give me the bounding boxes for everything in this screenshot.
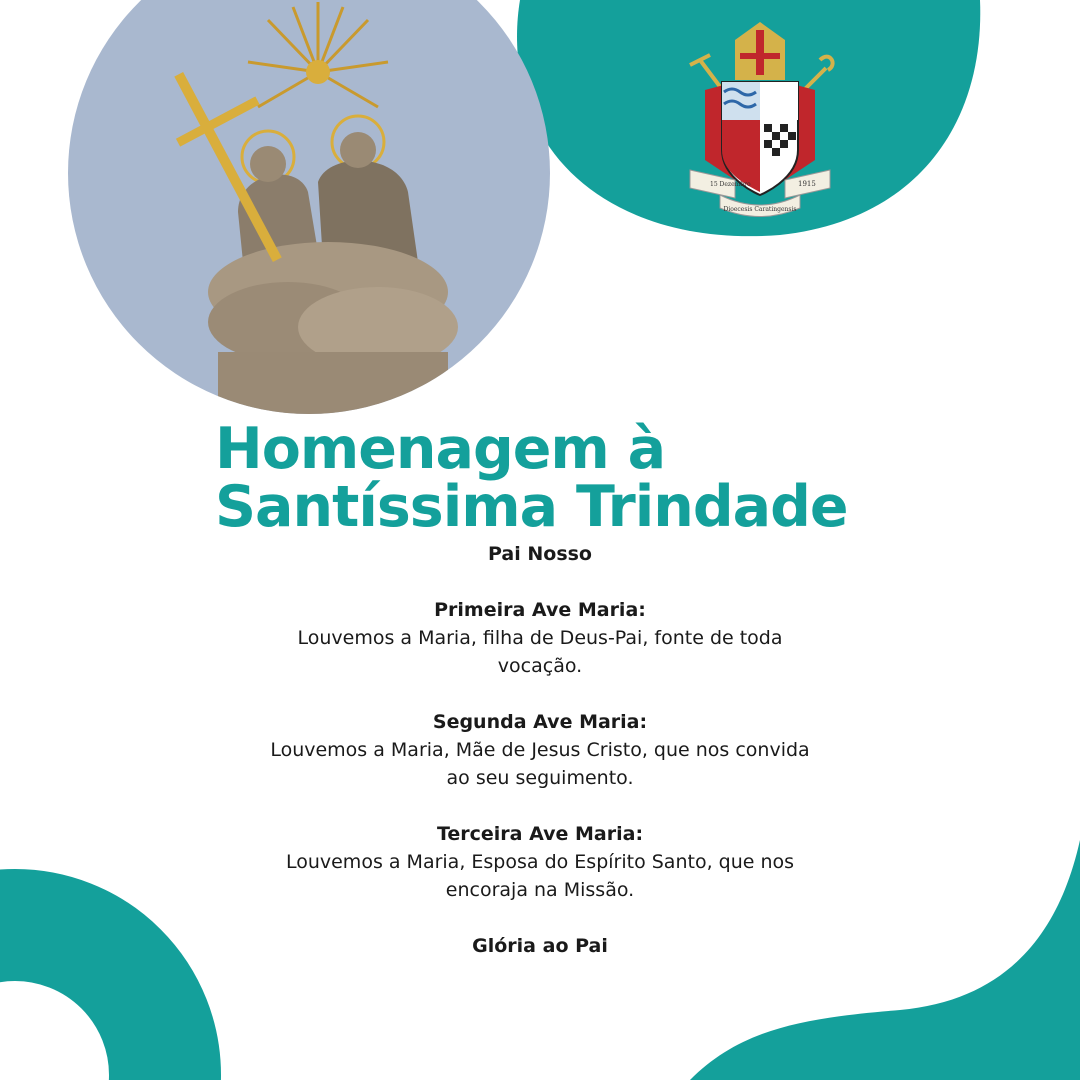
pai-nosso-heading: Pai Nosso — [488, 543, 592, 565]
third-ave-maria-line-2: encoraja na Missão. — [445, 879, 635, 901]
first-ave-maria-line-2: vocação. — [497, 655, 583, 677]
second-ave-maria-heading: Segunda Ave Maria: — [432, 711, 648, 733]
crest-ribbon-bottom: Dioecesis Caratingensis — [723, 206, 797, 213]
bottom-left-teal-ring — [0, 925, 165, 1080]
third-ave-maria-line-1: Louvemos a Maria, Esposa do Espírito Santo, que nos — [285, 851, 795, 873]
diocese-coat-of-arms-icon — [680, 20, 840, 220]
first-ave-maria-line-1: Louvemos a Maria, filha de Deus-Pai, fonte de toda — [297, 627, 783, 649]
title-line-2: Santíssima Trindade — [215, 474, 848, 540]
gloria-heading: Glória ao Pai — [472, 935, 608, 957]
first-ave-maria-heading: Primeira Ave Maria: — [434, 599, 646, 621]
third-ave-maria-heading: Terceira Ave Maria: — [436, 823, 644, 845]
crest-ribbon-left: 15 Dezembro — [710, 181, 751, 188]
second-ave-maria-line-1: Louvemos a Maria, Mãe de Jesus Cristo, que nos convida — [270, 739, 810, 761]
second-ave-maria-line-2: ao seu seguimento. — [446, 767, 634, 789]
prayer-list — [215, 540, 865, 960]
page-title — [215, 416, 915, 540]
title-line-1: Homenagem à — [215, 416, 666, 482]
crest-ribbon-right: 1915 — [798, 180, 816, 188]
